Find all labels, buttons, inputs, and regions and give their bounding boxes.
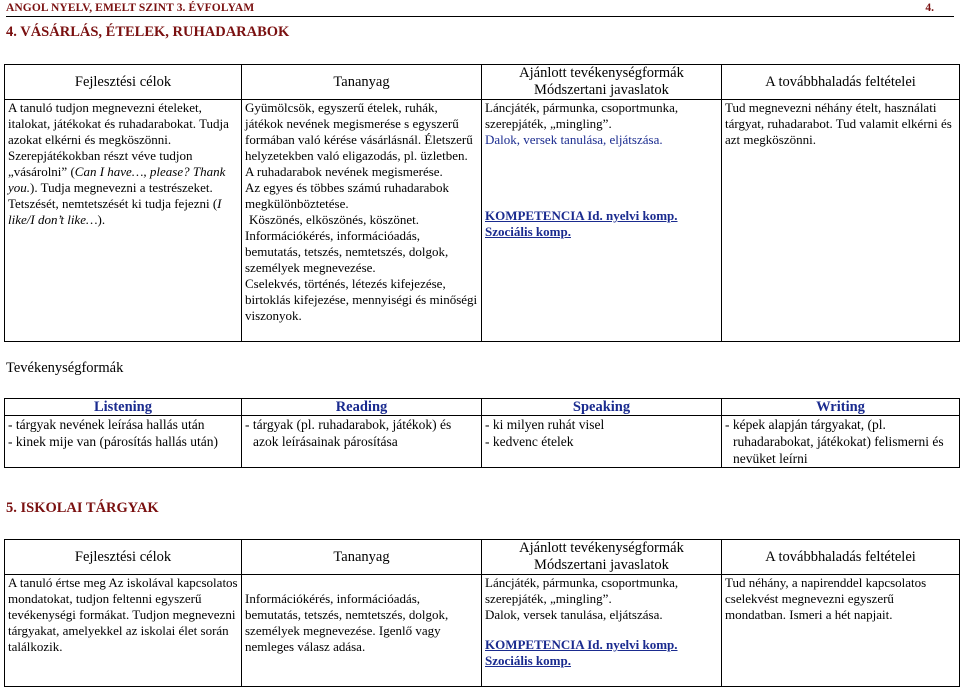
section-5-body-row: [5, 575, 960, 687]
header-fejlesztesi-celok: Fejlesztési célok: [5, 65, 242, 100]
s5-header-tananyag: Tananyag: [242, 540, 482, 575]
activities-body-row: [5, 416, 960, 468]
section-4-title: 4. VÁSÁRLÁS, ÉTELEK, RUHADARABOK: [6, 24, 290, 40]
section-4-content-cell: Gyümölcsök, egyszerű ételek, ruhák, játékok nevének megismerése s egyszerű formában való kérése vásárlásnál. Életszerű helyzetekben való eligazodás, pl. üzletben. A ruhadarabok nevének megismerése. Az egyes és többes számú ruhadarabok megkülönböztetése. Köszönés, elköszönés, köszönet. Információkérés, információadás, bemutatás, tetszés, nemtetszés, dolgok, személyek megnevezése. Cselekvés, történés, létezés kifejezése, birtoklás kifejezése, mennyiségi és minőségi viszonyok.: [242, 100, 482, 342]
section-4-header-row: [5, 65, 960, 100]
s5-header-tovabbhaladas: A továbbhaladás feltételei: [722, 540, 960, 575]
speaking-cell: - ki milyen ruhát visel - kedvenc ételek: [482, 416, 722, 468]
header-rule: [6, 16, 954, 17]
activities-table: [4, 398, 960, 468]
s5-header-fejlesztesi-celok: Fejlesztési célok: [5, 540, 242, 575]
header-listening: Listening: [5, 399, 242, 416]
section-4-methods-cell: Láncjáték, pármunka, csoportmunka, szerepjáték, „mingling”. Dalok, versek tanulása, eljátszása. KOMPETENCIA Id. nyelvi komp. Szociális komp.: [482, 100, 722, 342]
header-speaking: Speaking: [482, 399, 722, 416]
reading-cell: - tárgyak (pl. ruhadarabok, játékok) és azok leírásainak párosítása: [242, 416, 482, 468]
header-subject: ANGOL NYELV, EMELT SZINT 3. ÉVFOLYAM: [6, 2, 255, 14]
kompetencia-link[interactable]: KOMPETENCIA Id. nyelvi komp.: [485, 208, 678, 223]
writing-cell: - képek alapján tárgyakat, (pl. ruhadarabokat, játékokat) felismerni és nevüket leírni: [722, 416, 960, 468]
header-writing: Writing: [722, 399, 960, 416]
section-5-title: 5. ISKOLAI TÁRGYAK: [6, 500, 159, 516]
section-5-table: [4, 539, 960, 687]
section-5-content-cell: Információkérés, információadás, bemutatás, tetszés, nemtetszés, dolgok, személyek megnevezése. Igenlő vagy nemleges válasz adása.: [242, 575, 482, 687]
header-tovabbhaladas: A továbbhaladás feltételei: [722, 65, 960, 100]
section-5-goals-cell: A tanuló értse meg Az iskolával kapcsolatos mondatokat, tudjon feltenni egyszerű tevékenységi formákat. Tudjon megnevezni tárgyakat, amelyekkel az iskolai élet során találkozik.: [5, 575, 242, 687]
listening-cell: - tárgyak nevének leírása hallás után - kinek mije van (párosítás hallás után): [5, 416, 242, 468]
section-5-requirements-cell: Tud néhány, a napirenddel kapcsolatos cselekvést megnevezni egyszerű mondatban. Ismeri a hét napjait.: [722, 575, 960, 687]
header-page-number: 4.: [925, 2, 934, 14]
section-4-requirements-cell: Tud megnevezni néhány ételt, használati tárgyat, ruhadarabot. Tud valamit elkérni és azt megköszönni.: [722, 100, 960, 342]
activities-label: Tevékenységformák: [6, 360, 124, 376]
section-5-header-row: [5, 540, 960, 575]
s5-kompetencia-link[interactable]: KOMPETENCIA Id. nyelvi komp.: [485, 637, 678, 652]
header-reading: Reading: [242, 399, 482, 416]
section-5-methods-cell: Láncjáték, pármunka, csoportmunka, szerepjáték, „mingling”. Dalok, versek tanulása, eljátszása. KOMPETENCIA Id. nyelvi komp. Szociális komp.: [482, 575, 722, 687]
header-ajanlott: Ajánlott tevékenységformák Módszertani javaslatok: [482, 65, 722, 100]
section-4-goals-cell: A tanuló tudjon megnevezni ételeket, italokat, játékokat és ruhadarabokat. Tudja azokat elkérni és megköszönni. Szerepjátékokban részt véve tudjon „vásárolni” (Can I have…, please? Thank you.). Tudja megnevezni a testrészeket. Tetszését, nemtetszését ki tudja fejezni (I like/I don’t like…).: [5, 100, 242, 342]
szocialis-komp-link[interactable]: Szociális komp.: [485, 224, 571, 239]
header-tananyag: Tananyag: [242, 65, 482, 100]
s5-szocialis-komp-link[interactable]: Szociális komp.: [485, 653, 571, 668]
activities-header-row: [5, 399, 960, 416]
section-4-table: [4, 64, 960, 342]
s5-header-ajanlott: Ajánlott tevékenységformák Módszertani javaslatok: [482, 540, 722, 575]
section-4-body-row: [5, 100, 960, 342]
